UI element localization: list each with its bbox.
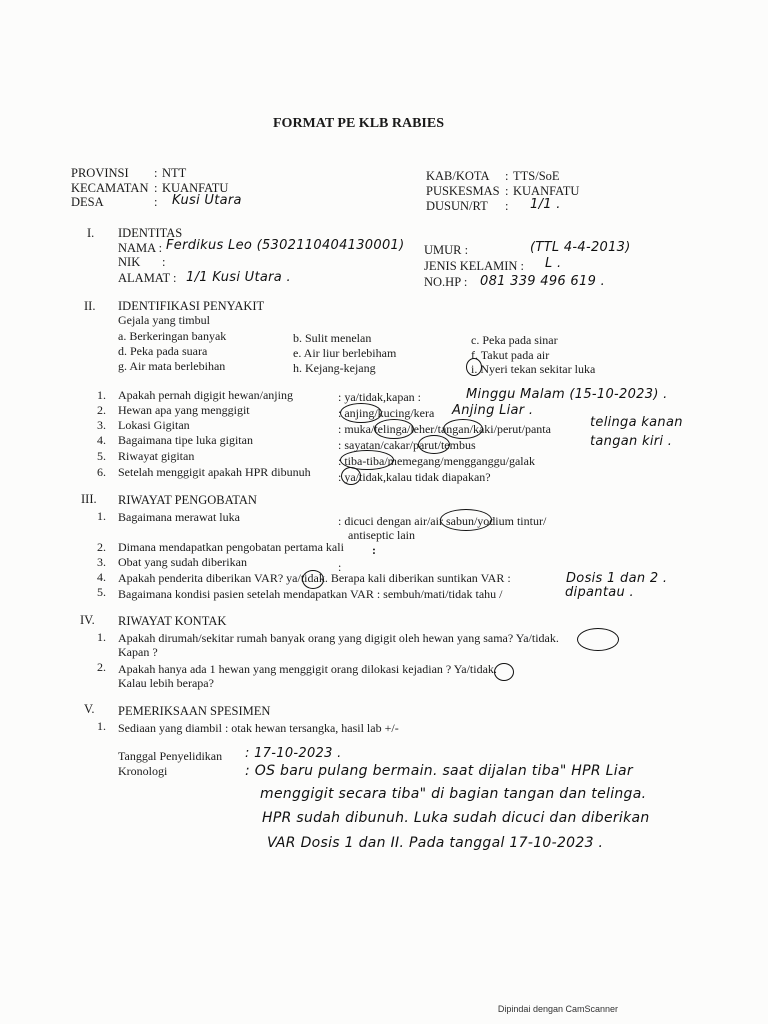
question-text: Bagaimana merawat luka [118, 510, 240, 524]
answer-sep: : [338, 560, 342, 574]
answer-handwritten: dipantau . [565, 585, 634, 600]
gejala-item: g. Air mata berlebihan [118, 359, 226, 373]
selected-option-circle [443, 419, 483, 439]
answer-handwritten: Dosis 1 dan 2 . [566, 571, 668, 586]
question-number: 6. [97, 465, 106, 479]
answer-options: : muka/telinga/leher/tangan/kaki/perut/panta [338, 422, 551, 436]
tanggal-label: Tanggal Penyelidikan [118, 749, 223, 763]
scanner-watermark: Dipindai dengan CamScanner [497, 1004, 618, 1014]
kabkota-label: KAB/KOTA [426, 169, 490, 183]
question-text: Dimana mendapatkan pengobatan pertama kali [118, 540, 344, 554]
section-1-number: I. [87, 226, 95, 240]
section-4-title: RIWAYAT KONTAK [118, 614, 227, 628]
answer-handwritten: telinga kanan [590, 415, 683, 430]
question-number: 1. [97, 388, 106, 402]
nik-label: NIK [118, 255, 141, 269]
question-number: 3. [97, 418, 106, 432]
selected-option-circle [466, 358, 482, 376]
question-number: 5. [97, 449, 106, 463]
section-3-title: RIWAYAT PENGOBATAN [118, 493, 257, 507]
gejala-subtitle: Gejala yang timbul [118, 313, 210, 327]
question-number: 4. [97, 433, 106, 447]
dusun-sep: : [505, 199, 509, 213]
question-text: Lokasi Gigitan [118, 418, 190, 432]
selected-option-circle [341, 467, 361, 485]
question-number: 2. [97, 540, 106, 554]
dusun-value: 1/1 . [530, 197, 561, 212]
umur-label: UMUR : [424, 243, 469, 257]
selected-option-circle [577, 628, 619, 651]
umur-value: (TTL 4-4-2013) [530, 240, 631, 255]
question-number: 1. [97, 719, 106, 733]
nohp-label: NO.HP : [424, 275, 468, 289]
gejala-item: a. Berkeringan banyak [118, 329, 227, 343]
kecamatan-label: KECAMATAN [71, 181, 149, 195]
alamat-label: ALAMAT : [118, 271, 177, 285]
answer-sep: : [372, 543, 376, 557]
puskesmas-label: PUSKESMAS [426, 184, 500, 198]
section-2-title: IDENTIFIKASI PENYAKIT [118, 299, 265, 313]
kecamatan-value: KUANFATU [162, 181, 229, 195]
question-text-cont: Kalau lebih berapa? [118, 676, 214, 690]
question-text: Apakah hanya ada 1 hewan yang menggigit orang dilokasi kejadian ? Ya/tidak. [118, 662, 497, 676]
question-text: Hewan apa yang menggigit [118, 403, 250, 417]
nama-value: Ferdikus Leo (5302110404130001) [166, 238, 405, 253]
section-4-number: IV. [80, 613, 95, 627]
answer-options: : dicuci dengan air/air sabun/yodium tintur/ [338, 514, 547, 528]
question-number: 1. [97, 630, 106, 644]
section-5-number: V. [84, 702, 95, 716]
dusun-label: DUSUN/RT [426, 199, 488, 213]
question-text: Sediaan yang diambil : otak hewan tersangka, hasil lab +/- [118, 721, 399, 735]
puskesmas-value: KUANFATU [513, 184, 580, 198]
section-3-number: III. [81, 492, 97, 506]
gejala-item: f. Takut pada air [471, 348, 550, 362]
kronologi-line: VAR Dosis 1 dan II. Pada tanggal 17-10-2023 . [267, 835, 604, 851]
kronologi-line: HPR sudah dibunuh. Luka sudah dicuci dan diberikan [262, 810, 650, 826]
section-2-number: II. [84, 299, 96, 313]
kronologi-label: Kronologi [118, 764, 168, 778]
question-number: 1. [97, 509, 106, 523]
desa-sep: : [154, 195, 158, 209]
desa-value: Kusi Utara [172, 193, 242, 208]
nohp-value: 081 339 496 619 . [480, 274, 606, 289]
question-text: Apakah penderita diberikan VAR? ya/tidak. Berapa kali diberikan suntikan VAR : [118, 571, 511, 585]
gejala-item: c. Peka pada sinar [471, 333, 558, 347]
gejala-item: b. Sulit menelan [293, 331, 372, 345]
answer-options: : tiba-tiba/memegang/mengganggu/galak [338, 454, 535, 468]
selected-option-circle [340, 403, 382, 423]
question-text: Riwayat gigitan [118, 449, 195, 463]
answer-handwritten: Anjing Liar . [452, 403, 534, 418]
answer-handwritten: Minggu Malam (15-10-2023) . [466, 387, 668, 402]
kabkota-sep: : [505, 169, 509, 183]
kronologi-line: : OS baru pulang bermain. saat dijalan tiba" HPR Liar [245, 763, 633, 779]
selected-option-circle [494, 663, 514, 681]
selected-option-circle [374, 419, 414, 439]
jenis-kelamin-label: JENIS KELAMIN : [424, 259, 524, 273]
kecamatan-sep: : [154, 181, 158, 195]
answer-options-cont: antiseptic lain [348, 528, 415, 542]
question-text: Obat yang sudah diberikan [118, 555, 247, 569]
jenis-kelamin-value: L . [545, 256, 562, 271]
gejala-item: i. Nyeri tekan sekitar luka [471, 362, 596, 376]
question-text: Apakah dirumah/sekitar rumah banyak orang yang digigit oleh hewan yang sama? Ya/tidak. [118, 631, 559, 645]
section-5-title: PEMERIKSAAN SPESIMEN [118, 704, 271, 718]
page-title: FORMAT PE KLB RABIES [273, 116, 445, 131]
provinsi-sep: : [154, 166, 158, 180]
question-number: 3. [97, 555, 106, 569]
question-number: 2. [97, 403, 106, 417]
answer-options: : ya/tidak,kalau tidak diapakan? [338, 470, 491, 484]
gejala-item: d. Peka pada suara [118, 344, 208, 358]
desa-label: DESA [71, 195, 104, 209]
question-text: Apakah pernah digigit hewan/anjing [118, 388, 293, 402]
question-text: Bagaimana kondisi pasien setelah mendapatkan VAR : sembuh/mati/tidak tahu / [118, 587, 503, 601]
question-number: 2. [97, 660, 106, 674]
question-number: 4. [97, 570, 106, 584]
provinsi-label: PROVINSI [71, 166, 129, 180]
section-1-title: IDENTITAS [118, 226, 183, 240]
gejala-item: h. Kejang-kejang [293, 361, 376, 375]
question-text-cont: Kapan ? [118, 645, 158, 659]
gejala-item: e. Air liur berlebiham [293, 346, 397, 360]
kronologi-line: menggigit secara tiba" di bagian tangan dan telinga. [260, 786, 647, 802]
nik-sep: : [162, 255, 166, 269]
tanggal-value: : 17-10-2023 . [245, 746, 342, 761]
answer-handwritten: tangan kiri . [590, 434, 673, 449]
answer-options: : anjing/kucing/kera [338, 406, 435, 420]
alamat-value: 1/1 Kusi Utara . [186, 270, 291, 285]
selected-option-circle [418, 435, 450, 454]
selected-option-circle [440, 509, 492, 531]
nama-label: NAMA : [118, 241, 163, 255]
answer-options: : sayatan/cakar/parut/tembus [338, 438, 476, 452]
question-text: Bagaimana tipe luka gigitan [118, 433, 253, 447]
question-number: 5. [97, 585, 106, 599]
kabkota-value: TTS/SoE [513, 169, 560, 183]
question-text: Setelah menggigit apakah HPR dibunuh [118, 465, 311, 479]
provinsi-value: NTT [162, 166, 187, 180]
puskesmas-sep: : [505, 184, 509, 198]
answer-options: : ya/tidak,kapan : [338, 390, 421, 404]
